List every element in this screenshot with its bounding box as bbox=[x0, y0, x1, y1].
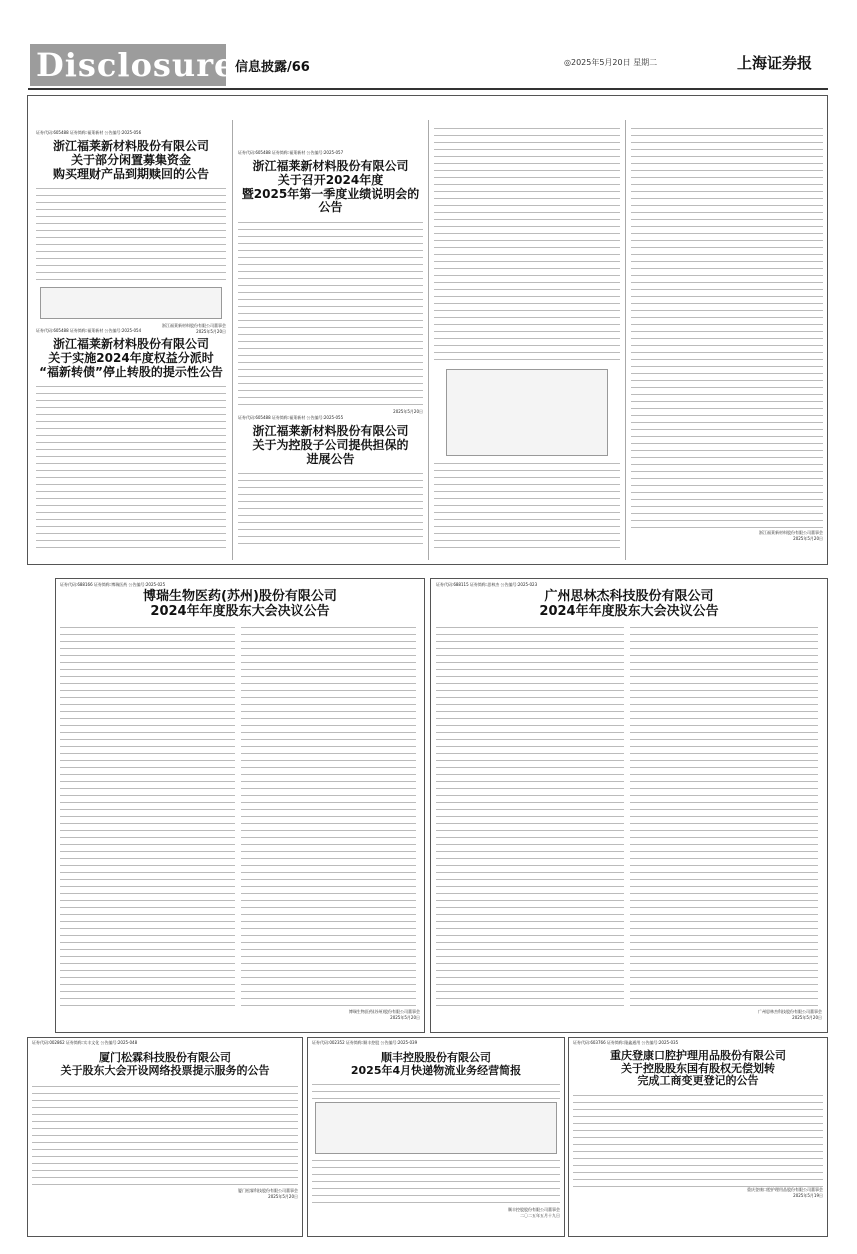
title-line: 重庆登康口腔护理用品股份有限公司 bbox=[610, 1049, 786, 1062]
title-line: 厦门松霖科技股份有限公司 bbox=[99, 1051, 231, 1064]
signature: 重庆登康口腔护理用品股份有限公司董事会 bbox=[747, 1186, 823, 1192]
body-text-block bbox=[32, 1083, 298, 1188]
signature-date: 2025年5月19日 bbox=[793, 1192, 823, 1198]
stock-codes: 证券代码:603766 证券简称:隆鑫通用 公告编号:2025-035 bbox=[573, 1040, 679, 1045]
article-title bbox=[36, 338, 226, 379]
title-line: 顺丰控股股份有限公司 bbox=[381, 1051, 491, 1064]
article-songlin-voting bbox=[32, 1040, 298, 1200]
signature-date: 二〇二五年五月十九日 bbox=[520, 1213, 560, 1219]
title-line: 关于为控股子公司提供担保的 bbox=[252, 437, 409, 452]
body-text-block bbox=[573, 1092, 823, 1187]
signature-date: 2025年5月20日 bbox=[390, 1014, 420, 1020]
title-line: 进展公告 bbox=[306, 451, 355, 466]
article-conversion-suspension bbox=[36, 328, 226, 553]
title-line: 关于部分闲置募集资金 bbox=[70, 152, 191, 167]
title-line: 浙江福莱新材料股份有限公司 bbox=[52, 139, 209, 153]
title-line: 博瑞生物医药(苏州)股份有限公司 bbox=[143, 589, 337, 604]
article-title bbox=[36, 140, 226, 181]
article-dengkang-equity-transfer bbox=[573, 1040, 823, 1199]
issue-date: ◎2025年5月20日 星期二 bbox=[564, 58, 658, 67]
signature: 厦门松霖科技股份有限公司董事会 bbox=[238, 1188, 298, 1194]
agm-body bbox=[436, 624, 822, 1009]
article-title bbox=[312, 1052, 560, 1077]
newspaper-name: 上海证券报 bbox=[737, 54, 813, 72]
column-divider bbox=[625, 120, 626, 560]
title-line: “福新转债”停止转股的提示性公告 bbox=[39, 364, 223, 379]
signature-date: 2025年5月20日 bbox=[393, 409, 423, 415]
continuation-column bbox=[631, 125, 823, 555]
title-line: 2024年年度股东大会决议公告 bbox=[539, 603, 719, 619]
title-line: 广州思林杰科技股份有限公司 bbox=[544, 589, 714, 604]
body-text-block bbox=[630, 624, 818, 1009]
body-text-block bbox=[631, 125, 823, 530]
signature: 广州思林杰科技股份有限公司董事会 bbox=[758, 1008, 822, 1014]
article-title bbox=[436, 590, 822, 620]
title-line: 关于实施2024年度权益分派时 bbox=[48, 350, 214, 365]
title-line: 关于控股股东国有股权无偿划转 bbox=[621, 1061, 775, 1075]
signature: 浙江福莱新材料股份有限公司董事会 bbox=[759, 530, 823, 535]
article-idle-funds-redemption bbox=[36, 130, 226, 335]
title-line: 浙江福莱新材料股份有限公司 bbox=[252, 424, 409, 438]
body-text-block bbox=[312, 1081, 560, 1099]
stock-codes: 证券代码:002352 证券简称:顺丰控股 公告编号:2025-039 bbox=[312, 1040, 418, 1045]
article-borui-agm bbox=[60, 582, 420, 1021]
body-text-block bbox=[60, 624, 235, 1009]
disclosure-logo: Disclosure bbox=[30, 44, 226, 86]
title-line: 关于股东大会开设网络投票提示服务的公告 bbox=[60, 1063, 270, 1077]
body-text-block bbox=[436, 624, 624, 1009]
title-line: 购买理财产品到期赎回的公告 bbox=[52, 166, 209, 181]
section-title: 信息披露/66 bbox=[235, 60, 310, 75]
body-text-block bbox=[312, 1157, 560, 1207]
header-rule bbox=[28, 88, 828, 90]
masthead bbox=[0, 0, 857, 95]
signature-date: 2025年5月20日 bbox=[793, 536, 823, 541]
body-text-block bbox=[434, 125, 620, 365]
body-text-block bbox=[238, 470, 423, 550]
signature-date: 2025年5月20日 bbox=[196, 329, 226, 335]
continuation-column bbox=[434, 125, 620, 555]
signature-date: 2025年5月20日 bbox=[268, 1194, 298, 1200]
article-earnings-briefing bbox=[238, 150, 423, 415]
business-table bbox=[315, 1102, 557, 1154]
article-sf-express-briefing bbox=[312, 1040, 560, 1219]
stock-codes: 证券代码:605488 证券简称:福莱新材 公告编号:2025-054 bbox=[36, 328, 142, 333]
agm-body bbox=[60, 624, 420, 1009]
stock-codes: 证券代码:605488 证券简称:福莱新材 公告编号:2025-057 bbox=[238, 150, 344, 155]
stock-codes: 证券代码:688115 证券简称:思林杰 公告编号:2025-023 bbox=[436, 582, 538, 587]
stock-codes: 证券代码:605488 证券简称:福莱新材 公告编号:2025-055 bbox=[238, 415, 344, 420]
body-text-block bbox=[36, 383, 226, 553]
body-text-block bbox=[434, 460, 620, 550]
title-line: 浙江福莱新材料股份有限公司 bbox=[252, 159, 409, 173]
article-guarantee-progress bbox=[238, 415, 423, 550]
column-divider bbox=[232, 120, 233, 560]
column-divider bbox=[428, 120, 429, 560]
title-line: 浙江福莱新材料股份有限公司 bbox=[52, 337, 209, 351]
title-line: 2024年年度股东大会决议公告 bbox=[150, 603, 330, 619]
stock-codes: 证券代码:688166 证券简称:博瑞医药 公告编号:2025-025 bbox=[60, 582, 166, 587]
article-silinjie-agm bbox=[436, 582, 822, 1021]
body-text-block bbox=[241, 624, 416, 1009]
article-title bbox=[60, 590, 420, 620]
body-text-block bbox=[36, 185, 226, 283]
signature: 博瑞生物医药(苏州)股份有限公司董事会 bbox=[348, 1008, 420, 1014]
guarantee-table bbox=[446, 369, 608, 456]
title-line: 完成工商变更登记的公告 bbox=[637, 1074, 759, 1088]
stock-codes: 证券代码:002862 证券简称:实丰文化 公告编号:2025-048 bbox=[32, 1040, 138, 1045]
signature: 浙江福莱新材料股份有限公司董事会 bbox=[162, 323, 226, 329]
redemption-table bbox=[40, 287, 222, 319]
article-title bbox=[573, 1050, 823, 1088]
title-line: 2025年4月快递物流业务经营简报 bbox=[350, 1063, 522, 1077]
article-title bbox=[32, 1052, 298, 1077]
stock-codes: 证券代码:605488 证券简称:福莱新材 公告编号:2025-056 bbox=[36, 130, 142, 135]
article-title bbox=[238, 160, 423, 215]
body-text-block bbox=[238, 219, 423, 409]
title-line: 暨2025年第一季度业绩说明会的公告 bbox=[241, 186, 420, 215]
title-line: 关于召开2024年度 bbox=[277, 172, 384, 187]
article-title bbox=[238, 425, 423, 466]
signature-date: 2025年5月20日 bbox=[792, 1014, 822, 1020]
signature: 顺丰控股股份有限公司董事会 bbox=[508, 1207, 560, 1213]
